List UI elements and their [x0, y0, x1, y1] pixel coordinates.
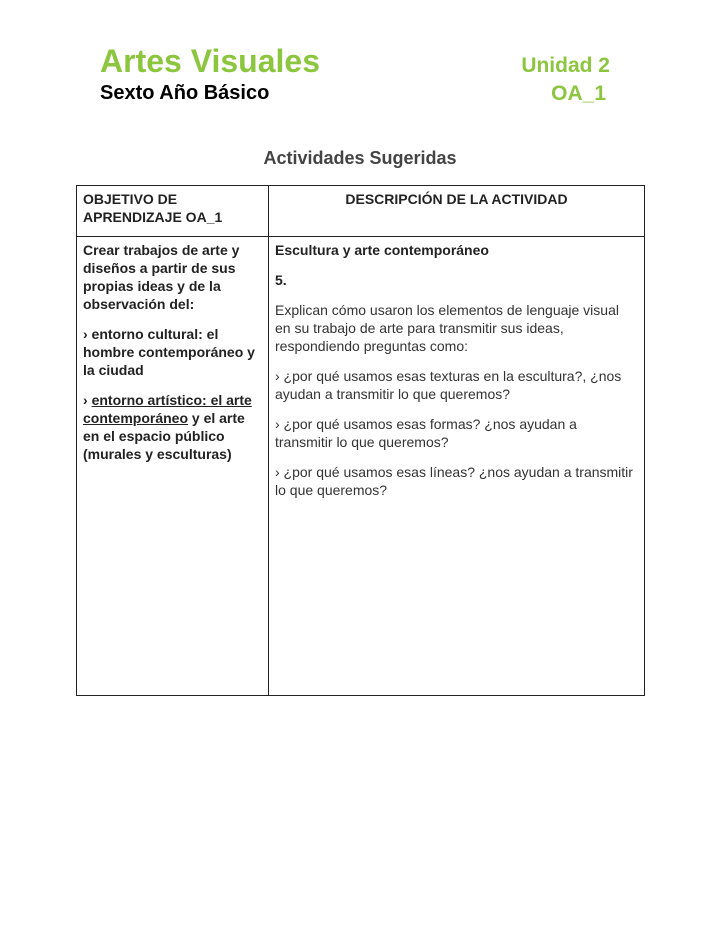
table-body-row: [77, 237, 645, 696]
objective-item-artistic-underlined: entorno artístico: el arte contemporáneo: [83, 392, 252, 426]
objective-column-header: OBJETIVO DE APRENDIZAJE OA_1: [77, 186, 269, 237]
table-header-row: [77, 186, 645, 237]
description-column-header: DESCRIPCIÓN DE LA ACTIVIDAD: [269, 186, 645, 237]
objective-item-cultural: › entorno cultural: el hombre contemporáneo y la ciudad: [83, 326, 255, 378]
oa-label: OA_1: [551, 82, 606, 105]
objective-item-artistic-prefix: ›: [83, 392, 92, 408]
activity-title: Escultura y arte contemporáneo: [275, 242, 489, 258]
header-left: [100, 42, 320, 106]
activities-table: [76, 185, 645, 696]
grade-title: Sexto Año Básico: [100, 82, 270, 104]
activity-question-shapes: › ¿por qué usamos esas formas? ¿nos ayudan a transmitir lo que queremos?: [275, 416, 577, 450]
header-right: [521, 52, 610, 108]
objective-intro: Crear trabajos de arte y diseños a partir de sus propias ideas y de la observación del:: [83, 242, 240, 312]
activity-question-textures: › ¿por qué usamos esas texturas en la escultura?, ¿nos ayudan a transmitir lo que queremos?: [275, 368, 622, 402]
activity-cell: [269, 237, 645, 696]
section-title: Actividades Sugeridas: [263, 148, 457, 168]
objective-item-artistic-rest: y el arte en el espacio público (murales y esculturas): [83, 410, 245, 462]
activity-number: 5.: [275, 272, 287, 288]
objective-item-artistic: [83, 391, 262, 463]
objective-cell: [77, 237, 269, 696]
subject-title: Artes Visuales: [100, 43, 320, 79]
unit-label: Unidad 2: [521, 54, 610, 77]
activity-question-lines: › ¿por qué usamos esas líneas? ¿nos ayudan a transmitir lo que queremos?: [275, 464, 633, 498]
activity-intro: Explican cómo usaron los elementos de lenguaje visual en su trabajo de arte para transmitir sus ideas, respondiendo preguntas como:: [275, 302, 619, 354]
